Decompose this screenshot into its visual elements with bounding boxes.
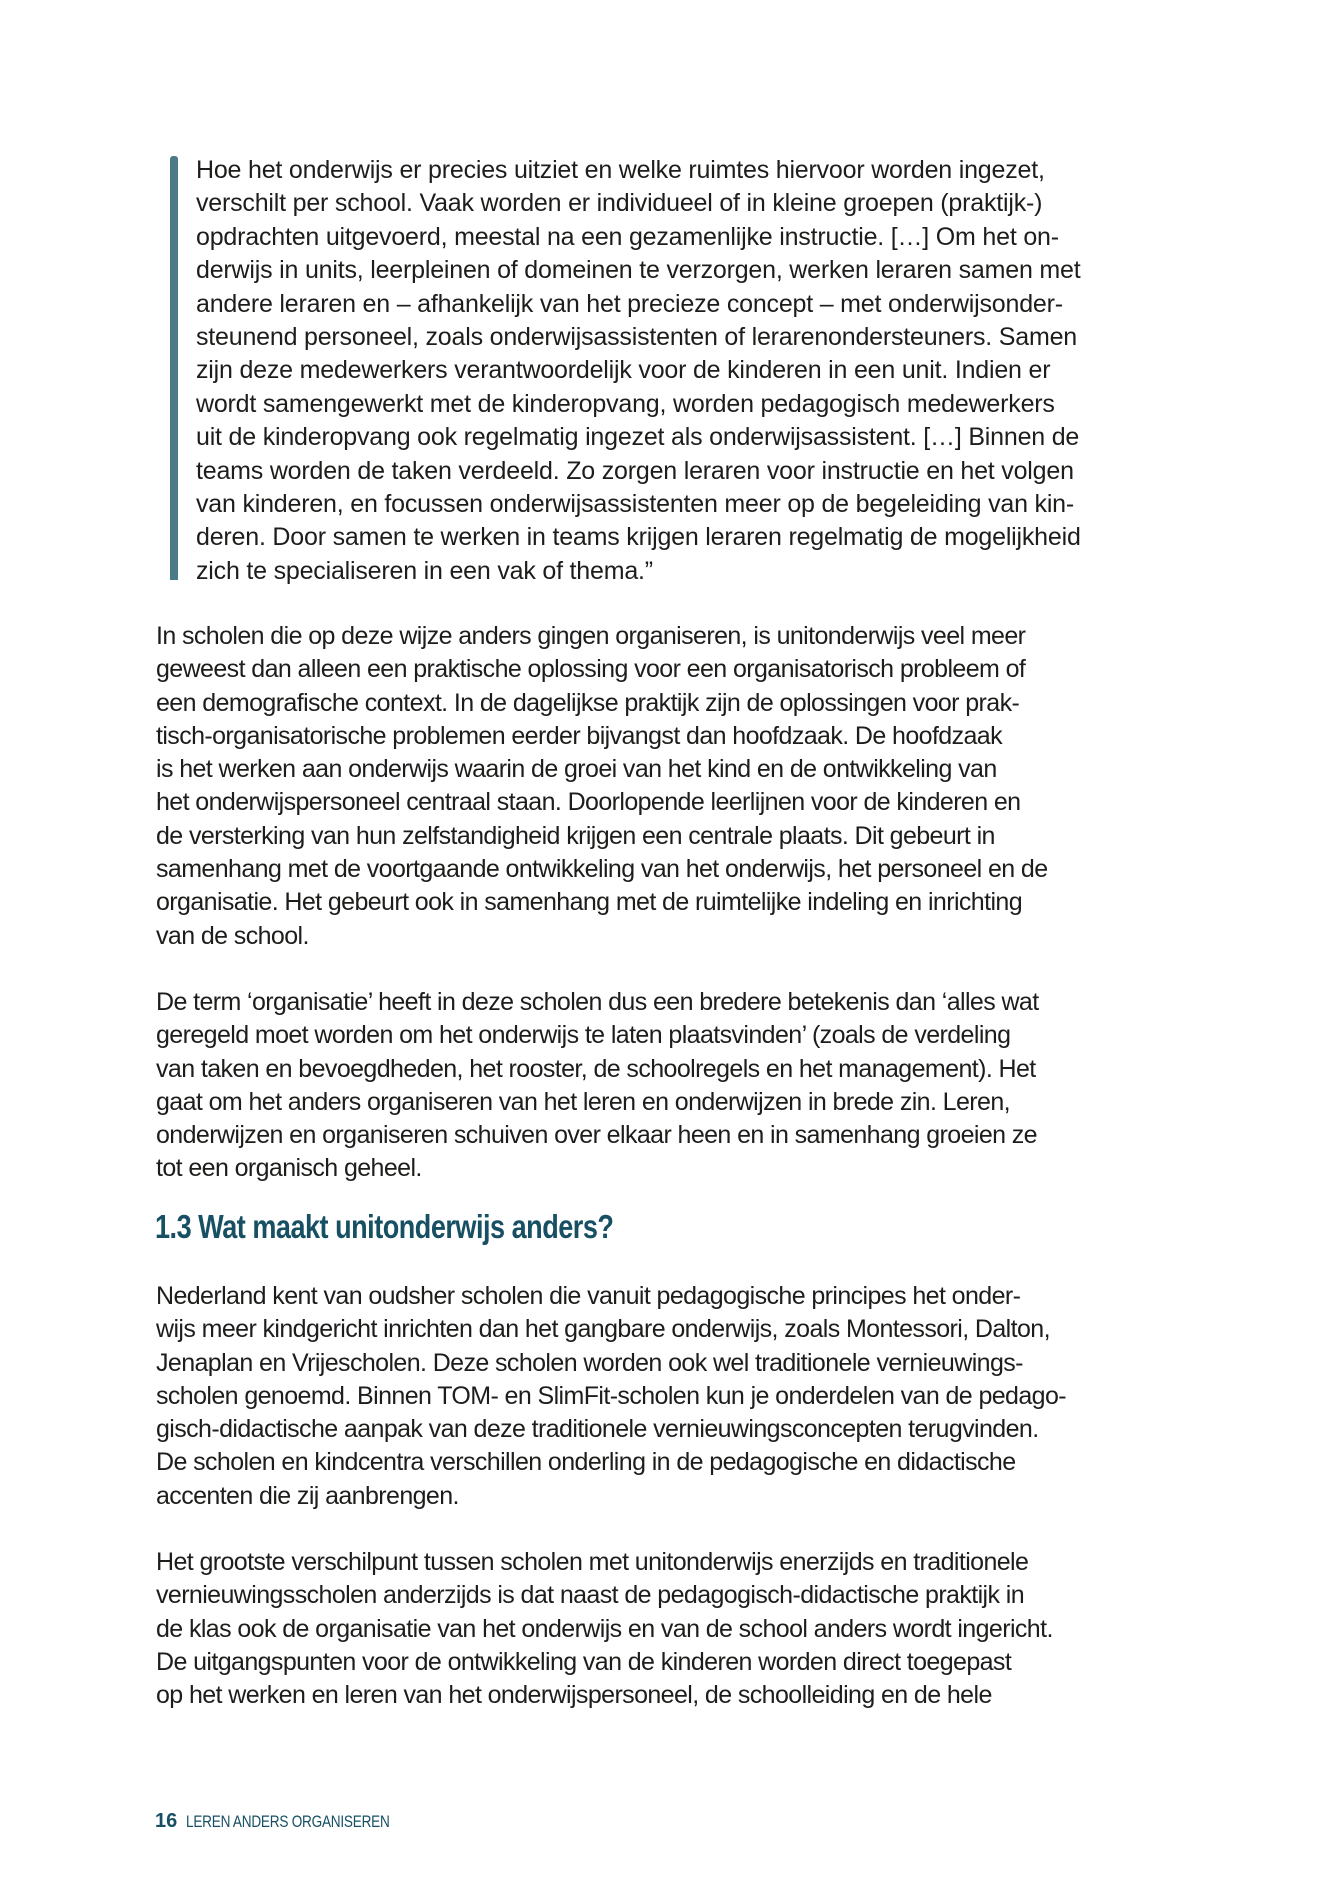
- quote-line: andere leraren en – afhankelijk van het precieze concept – met onderwijsonder-: [196, 289, 1063, 318]
- quote-line: Hoe het onderwijs er precies uitziet en welke ruimtes hiervoor worden ingezet,: [196, 156, 1045, 184]
- quote-line: zich te specialiseren in een vak of thema.”: [196, 556, 653, 585]
- running-title: LEREN ANDERS ORGANISEREN: [185, 1812, 390, 1831]
- body-line: de versterking van hun zelfstandigheid krijgen een centrale plaats. Dit gebeurt in: [156, 821, 995, 850]
- quote-line: uit de kinderopvang ook regelmatig ingezet als onderwijsassistent. […] Binnen de: [196, 423, 1080, 452]
- body-line: van de school.: [156, 921, 309, 950]
- body-line: accenten die zij aanbrengen.: [156, 1481, 459, 1510]
- body-line: samenhang met de voortgaande ontwikkeling van het onderwijs, het personeel en de: [156, 855, 1048, 884]
- page-number: 16: [155, 1810, 178, 1832]
- body-line: Jenaplan en Vrijescholen. Deze scholen worden ook wel traditionele vernieuwings-: [156, 1348, 1023, 1377]
- body-line: Het grootste verschilpunt tussen scholen met unitonderwijs enerzijds en traditionele: [156, 1548, 1029, 1576]
- quote-text: [196, 154, 1170, 588]
- body-line: De scholen en kindcentra verschillen onderling in de pedagogische en didactische: [156, 1448, 1016, 1477]
- body-line: Nederland kent van oudsher scholen die vanuit pedagogische principes het onder-: [156, 1282, 1021, 1310]
- quote-line: van kinderen, en focussen onderwijsassistenten meer op de begeleiding van kin-: [196, 490, 1075, 519]
- quote-line: wordt samengewerkt met de kinderopvang, worden pedagogisch medewerkers: [196, 389, 1055, 418]
- body-line: vernieuwingsscholen anderzijds is dat naast de pedagogisch-didactische praktijk in: [156, 1581, 1025, 1610]
- quote-line: verschilt per school. Vaak worden er individueel of in kleine groepen (praktijk-): [196, 189, 1043, 218]
- body-line: scholen genoemd. Binnen TOM- en SlimFit-scholen kun je onderdelen van de pedago-: [156, 1381, 1066, 1410]
- paragraph-verschilpunt: [156, 1546, 1176, 1712]
- body-line: is het werken aan onderwijs waarin de groei van het kind en de ontwikkeling van: [156, 755, 997, 784]
- body-line: tot een organisch geheel.: [156, 1154, 422, 1183]
- page-footer: [155, 1810, 440, 1833]
- body-line: De term ‘organisatie’ heeft in deze scholen dus een bredere betekenis dan ‘alles wat: [156, 988, 1039, 1016]
- body-line: een demografische context. In de dagelijkse praktijk zijn de oplossingen voor prak-: [156, 688, 1020, 717]
- body-line: organisatie. Het gebeurt ook in samenhang met de ruimtelijke indeling en inrichting: [156, 888, 1023, 917]
- body-line: op het werken en leren van het onderwijspersoneel, de schoolleiding en de hele: [156, 1681, 992, 1710]
- body-line: wijs meer kindgericht inrichten dan het gangbare onderwijs, zoals Montessori, Dalton,: [156, 1315, 1050, 1344]
- quote-line: teams worden de taken verdeeld. Zo zorgen leraren voor instructie en het volgen: [196, 456, 1074, 485]
- body-line: de klas ook de organisatie van het onderwijs en van de school anders wordt ingericht.: [156, 1614, 1053, 1643]
- body-line: van taken en bevoegdheden, het rooster, de schoolregels en het management). Het: [156, 1054, 1036, 1083]
- body-line: onderwijzen en organiseren schuiven over elkaar heen en in samenhang groeien ze: [156, 1121, 1037, 1150]
- body-line: In scholen die op deze wijze anders gingen organiseren, is unitonderwijs veel meer: [156, 622, 1026, 650]
- paragraph-unitonderwijs: [156, 620, 1176, 953]
- quote-line: steunend personeel, zoals onderwijsassistenten of lerarenondersteuners. Samen: [196, 323, 1077, 352]
- blockquote: [170, 154, 1170, 588]
- quote-line: opdrachten uitgevoerd, meestal na een gezamenlijke instructie. […] Om het on-: [196, 222, 1059, 251]
- body-line: het onderwijspersoneel centraal staan. Doorlopende leerlijnen voor de kinderen en: [156, 788, 1021, 817]
- body-line: geregeld moet worden om het onderwijs te laten plaatsvinden’ (zoals de verdeling: [156, 1021, 1011, 1050]
- section-heading: 1.3 Wat maakt unitonderwijs anders?: [155, 1208, 614, 1245]
- paragraph-vernieuwingsscholen: [156, 1280, 1176, 1513]
- body-line: geweest dan alleen een praktische oplossing voor een organisatorisch probleem of: [156, 655, 1026, 684]
- quote-line: derwijs in units, leerpleinen of domeinen te verzorgen, werken leraren samen met: [196, 256, 1081, 285]
- paragraph-organisatie: [156, 986, 1176, 1186]
- body-line: De uitgangspunten voor de ontwikkeling van de kinderen worden direct toegepast: [156, 1647, 1012, 1676]
- body-line: tisch-organisatorische problemen eerder bijvangst dan hoofdzaak. De hoofdzaak: [156, 721, 1003, 750]
- body-line: gisch-didactische aanpak van deze traditionele vernieuwingsconcepten terugvinden.: [156, 1415, 1039, 1444]
- quote-line: deren. Door samen te werken in teams krijgen leraren regelmatig de mogelijkheid: [196, 523, 1081, 552]
- body-line: gaat om het anders organiseren van het leren en onderwijzen in brede zin. Leren,: [156, 1087, 1010, 1116]
- quote-line: zijn deze medewerkers verantwoordelijk voor de kinderen in een unit. Indien er: [196, 356, 1051, 385]
- quote-bar: [170, 156, 178, 580]
